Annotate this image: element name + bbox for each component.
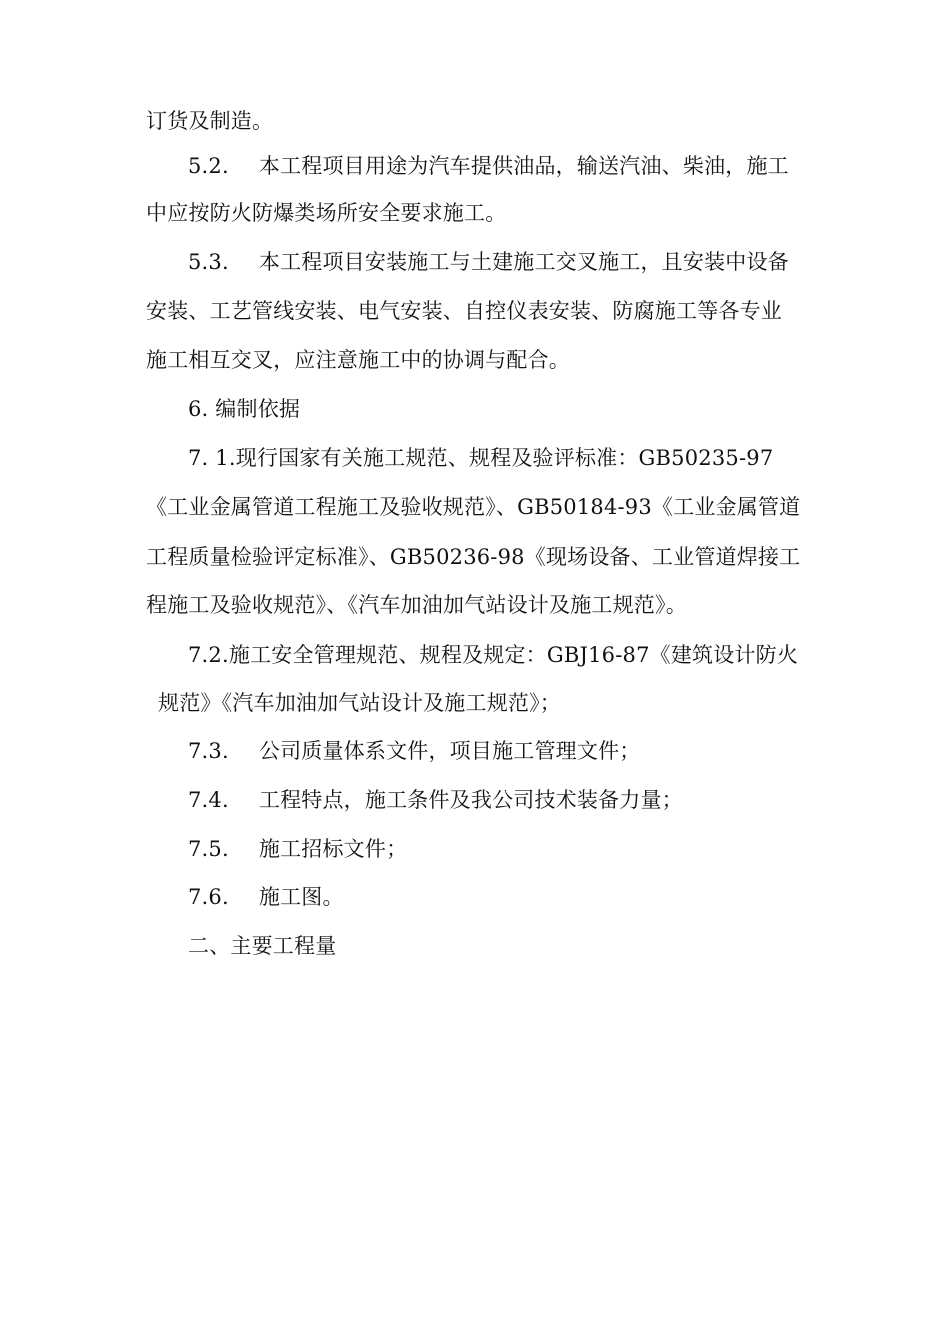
clause-number: 5.2.: [188, 154, 229, 178]
clause-7-1-line-2: 《工业金属管道工程施工及验收规范》、GB50184-93《工业金属管道: [146, 495, 801, 519]
clause-5-2-line-1: 5.2. 本工程项目用途为汽车提供油品，输送汽油、柴油，施工: [188, 151, 816, 181]
clause-5-3-line-3: 施工相互交叉，应注意施工中的协调与配合。: [146, 348, 570, 372]
clause-number: 7.5.: [188, 837, 229, 861]
clause-7-1-line-3: 工程质量检验评定标准》、GB50236-98《现场设备、工业管道焊接工: [146, 545, 801, 569]
clause-7-5: 7.5. 施工招标文件；: [188, 834, 816, 864]
section-6-heading: 6. 编制依据: [188, 397, 301, 421]
clause-5-3-line-1: 5.3. 本工程项目安装施工与土建施工交叉施工，且安装中设备: [188, 247, 816, 277]
clause-number: 5.3.: [188, 250, 229, 274]
section-2-heading: 二、主要工程量: [188, 934, 337, 958]
clause-7-1-line-4: 程施工及验收规范》、《汽车加油加气站设计及施工规范》。: [146, 593, 687, 617]
clause-7-1-line-1: 7. 1.现行国家有关施工规范、规程及验评标准：GB50235-97: [188, 446, 774, 470]
clause-7-2-line-1: 7.2.施工安全管理规范、规程及规定：GBJ16-87《建筑设计防火: [188, 643, 799, 667]
clause-number: 7.4.: [188, 788, 229, 812]
clause-7-6: 7.6. 施工图。: [188, 882, 816, 912]
clause-7-3: 7.3. 公司质量体系文件，项目施工管理文件；: [188, 736, 816, 766]
clause-5-3-line-2: 安装、工艺管线安装、电气安装、自控仪表安装、防腐施工等各专业: [146, 299, 782, 323]
clause-7-4: 7.4. 工程特点，施工条件及我公司技术装备力量；: [188, 785, 816, 815]
clause-number: 7.6.: [188, 885, 229, 909]
clause-7-2-line-2: 规范》《汽车加油加气站设计及施工规范》；: [158, 691, 561, 715]
clause-5-2-line-2: 中应按防火防爆类场所安全要求施工。: [146, 201, 507, 225]
clause-number: 7.3.: [188, 739, 229, 763]
text-line-1: 订货及制造。: [146, 109, 274, 133]
